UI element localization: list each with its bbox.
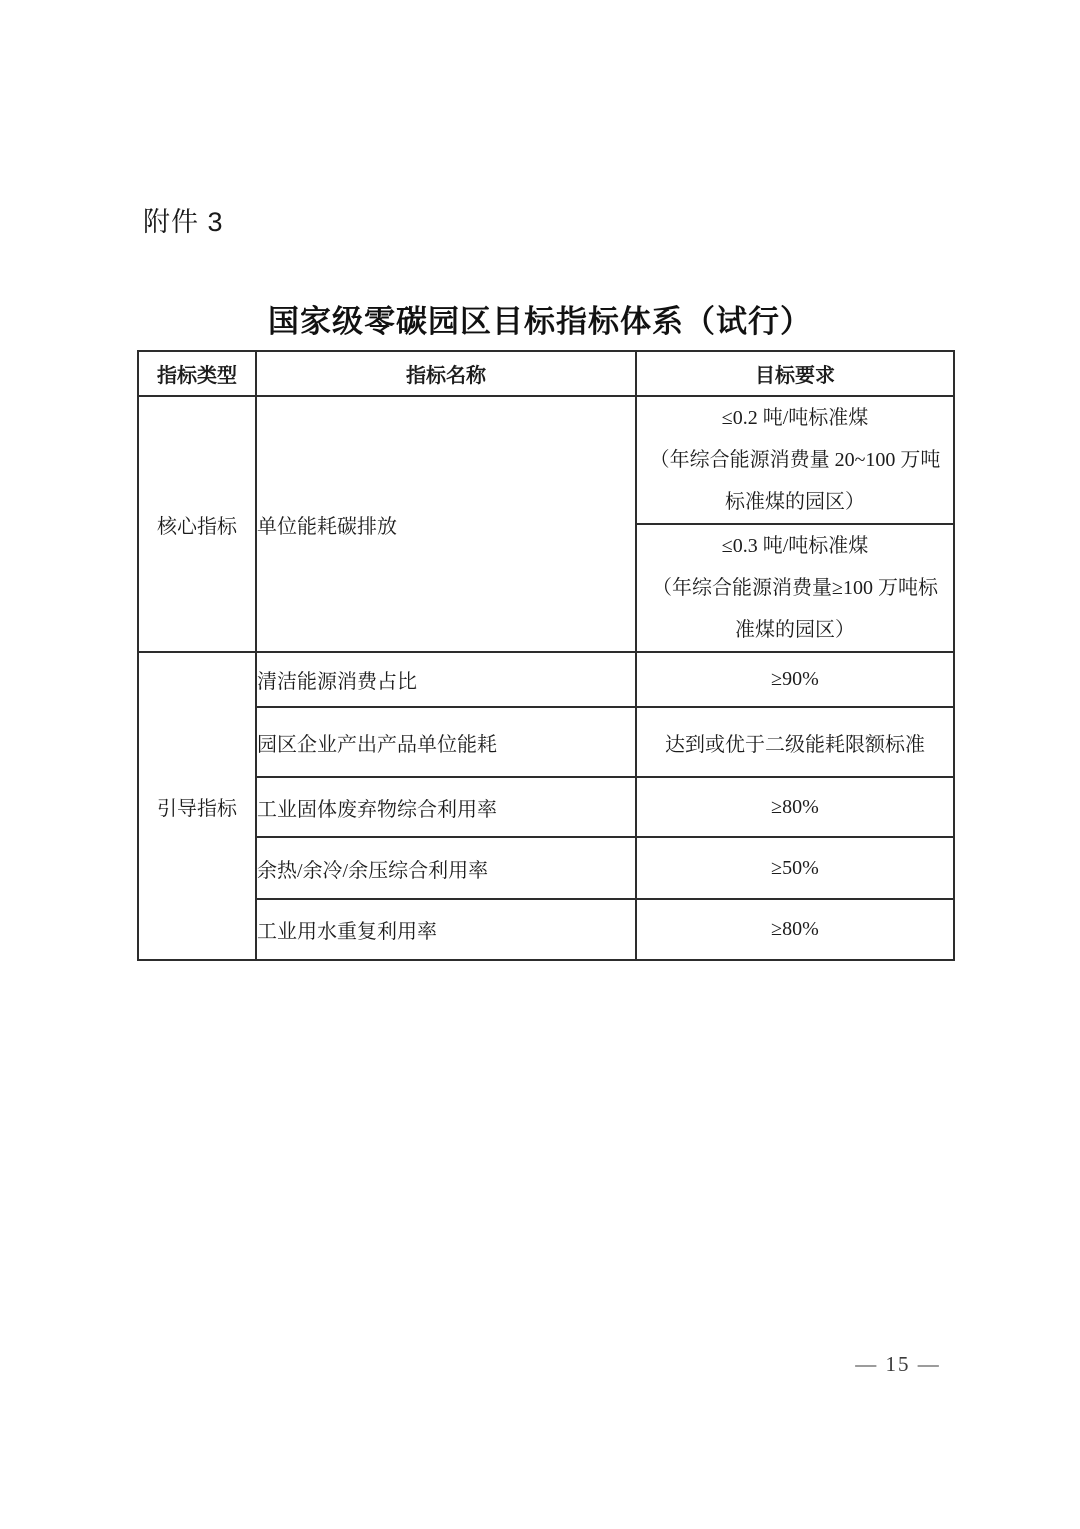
page-number: — 15 — [855, 1352, 941, 1376]
header-target-requirement: 目标要求 [636, 351, 954, 396]
guide-indicator-row-1 [138, 652, 954, 707]
guide-target-cell-3: ≥80% [636, 777, 954, 837]
guide-indicator-row-2 [138, 707, 954, 777]
core-target-1-line-2: （年综合能源消费量 20~100 万吨 [649, 449, 941, 471]
core-target-2-line-2: （年综合能源消费量≥100 万吨标 [652, 577, 938, 599]
table-header-row [138, 351, 954, 396]
document-title: 国家级零碳园区目标指标体系（试行） [268, 304, 812, 339]
core-indicator-name-cell: 单位能耗碳排放 [256, 396, 636, 652]
core-target-2-line-3: 准煤的园区） [735, 619, 855, 641]
guide-indicator-row-3 [138, 777, 954, 837]
attachment-label: 附件 3 [143, 207, 224, 237]
core-indicator-row-1 [138, 396, 954, 524]
core-target-cell-1 [636, 396, 954, 524]
guide-indicator-name-cell-5: 工业用水重复利用率 [256, 899, 636, 960]
guide-indicator-name-cell-3: 工业固体废弃物综合利用率 [256, 777, 636, 837]
indicator-table [137, 350, 955, 961]
core-target-2-line-1: ≤0.3 吨/吨标准煤 [721, 535, 869, 557]
guide-target-cell-1: ≥90% [636, 652, 954, 707]
guide-indicator-name-cell-2: 园区企业产出产品单位能耗 [256, 707, 636, 777]
guide-indicator-name-cell-1: 清洁能源消费占比 [256, 652, 636, 707]
core-target-cell-2 [636, 524, 954, 652]
guide-target-cell-2: 达到或优于二级能耗限额标准 [636, 707, 954, 777]
core-target-1-line-3: 标准煤的园区） [725, 491, 865, 513]
guide-indicator-name-cell-4: 余热/余冷/余压综合利用率 [256, 837, 636, 899]
core-target-1-line-1: ≤0.2 吨/吨标准煤 [721, 407, 869, 429]
guide-target-cell-5: ≥80% [636, 899, 954, 960]
guide-type-label-cell: 引导指标 [138, 652, 256, 960]
guide-indicator-row-4 [138, 837, 954, 899]
guide-target-cell-4: ≥50% [636, 837, 954, 899]
core-type-label-cell: 核心指标 [138, 396, 256, 652]
header-indicator-name: 指标名称 [256, 351, 636, 396]
guide-indicator-row-5 [138, 899, 954, 960]
header-indicator-type: 指标类型 [138, 351, 256, 396]
